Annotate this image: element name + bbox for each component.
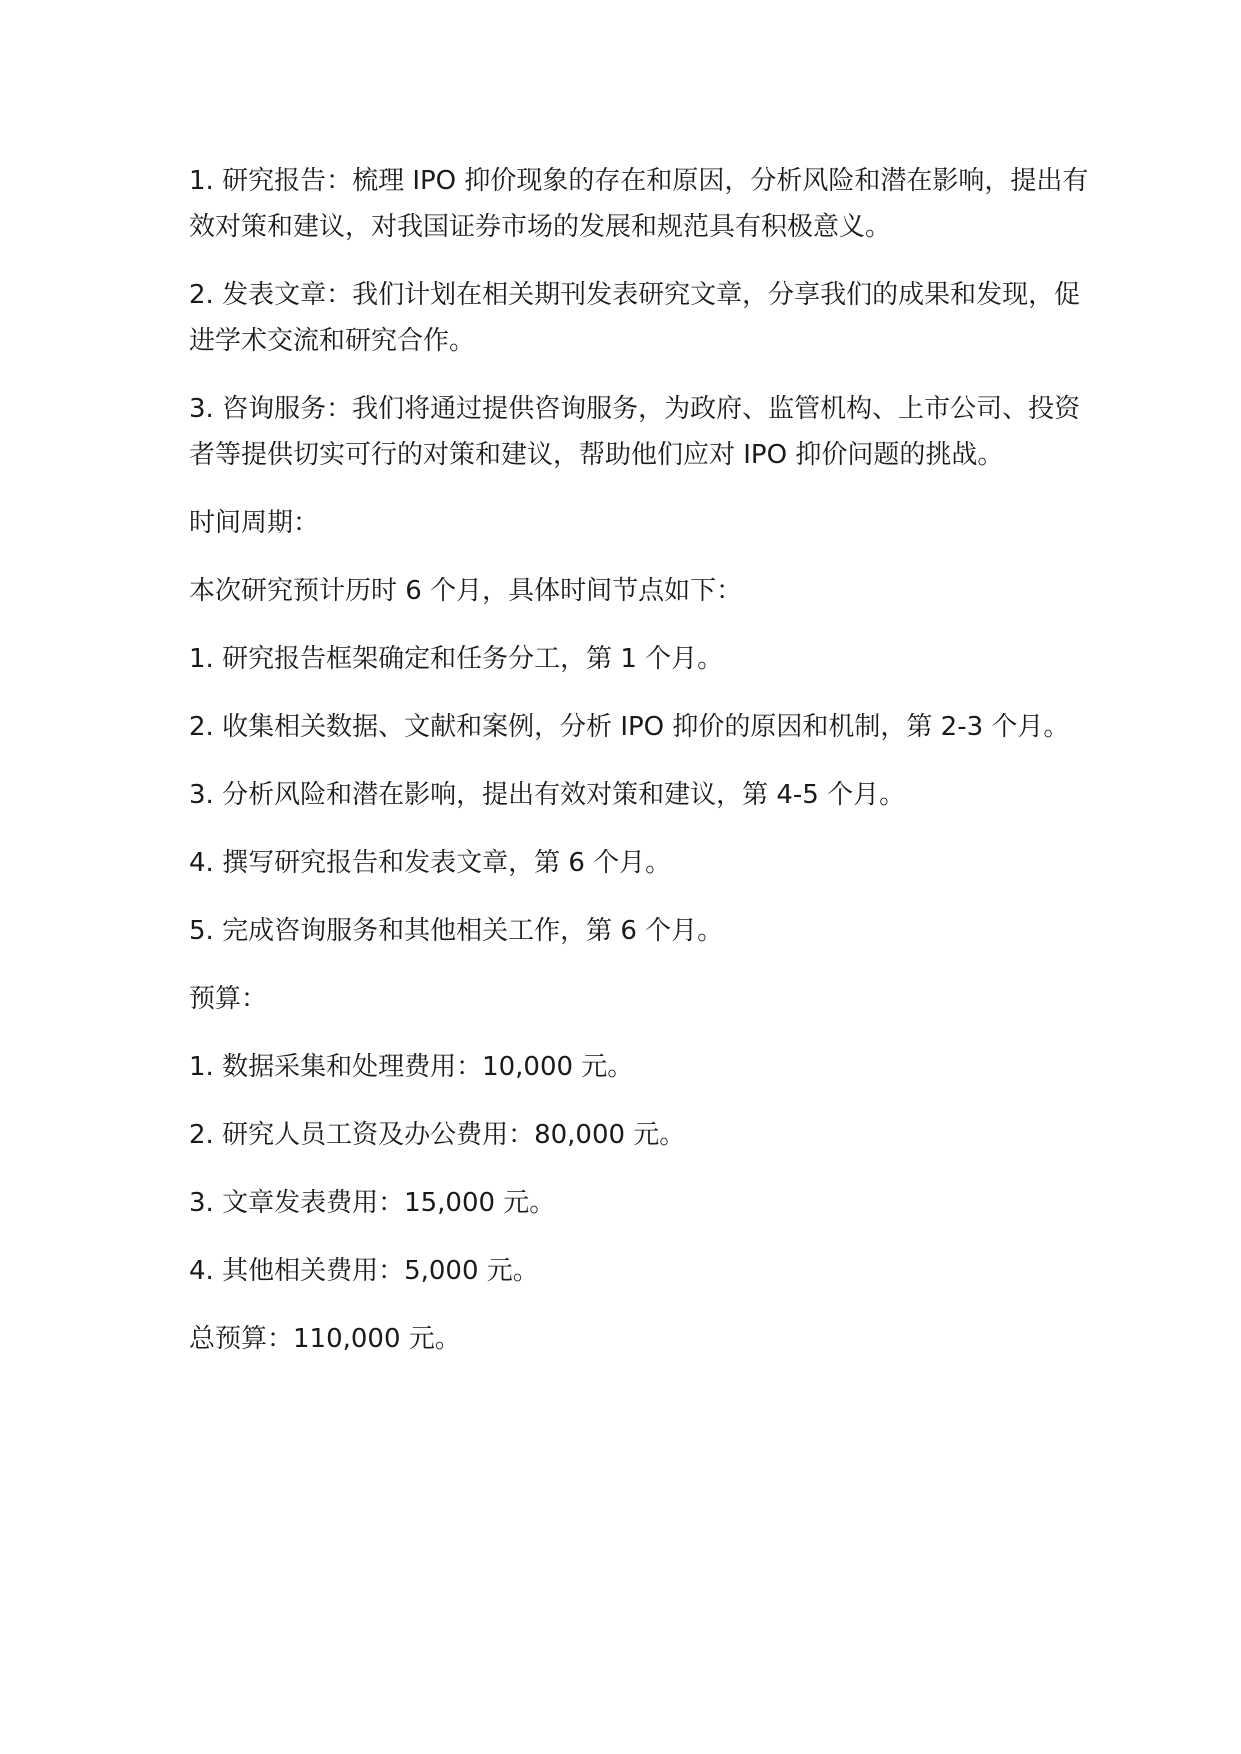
budget-item-4: 4. 其他相关费用：5,000 元。 <box>189 1256 539 1286</box>
budget-item-3: 3. 文章发表费用：15,000 元。 <box>189 1188 556 1218</box>
output-item-report: 1. 研究报告：梳理 IPO 抑价现象的存在和原因，分析风险和潜在影响，提出有效对策和建议，对我国证券市场的发展和规范具有积极意义。 <box>189 166 1089 242</box>
budget-item-1: 1. 数据采集和处理费用：10,000 元。 <box>189 1052 634 1082</box>
section-heading-timeline: 时间周期： <box>189 508 320 538</box>
timeline-intro: 本次研究预计历时 6 个月，具体时间节点如下： <box>189 576 743 606</box>
timeline-item-5: 5. 完成咨询服务和其他相关工作，第 6 个月。 <box>189 916 724 946</box>
budget-item-2: 2. 研究人员工资及办公费用：80,000 元。 <box>189 1120 686 1150</box>
output-item-consulting: 3. 咨询服务：我们将通过提供咨询服务，为政府、监管机构、上市公司、投资者等提供切实可行的对策和建议，帮助他们应对 IPO 抑价问题的挑战。 <box>189 394 1081 470</box>
timeline-item-3: 3. 分析风险和潜在影响，提出有效对策和建议，第 4-5 个月。 <box>189 780 906 810</box>
output-item-articles: 2. 发表文章：我们计划在相关期刊发表研究文章，分享我们的成果和发现，促进学术交流和研究合作。 <box>189 280 1081 356</box>
timeline-item-1: 1. 研究报告框架确定和任务分工，第 1 个月。 <box>189 644 724 674</box>
section-heading-budget: 预算： <box>189 984 268 1014</box>
document-body <box>189 158 1089 1362</box>
timeline-item-4: 4. 撰写研究报告和发表文章，第 6 个月。 <box>189 848 672 878</box>
timeline-item-2: 2. 收集相关数据、文献和案例，分析 IPO 抑价的原因和机制，第 2-3 个月。 <box>189 712 1070 742</box>
budget-total: 总预算：110,000 元。 <box>189 1324 461 1354</box>
